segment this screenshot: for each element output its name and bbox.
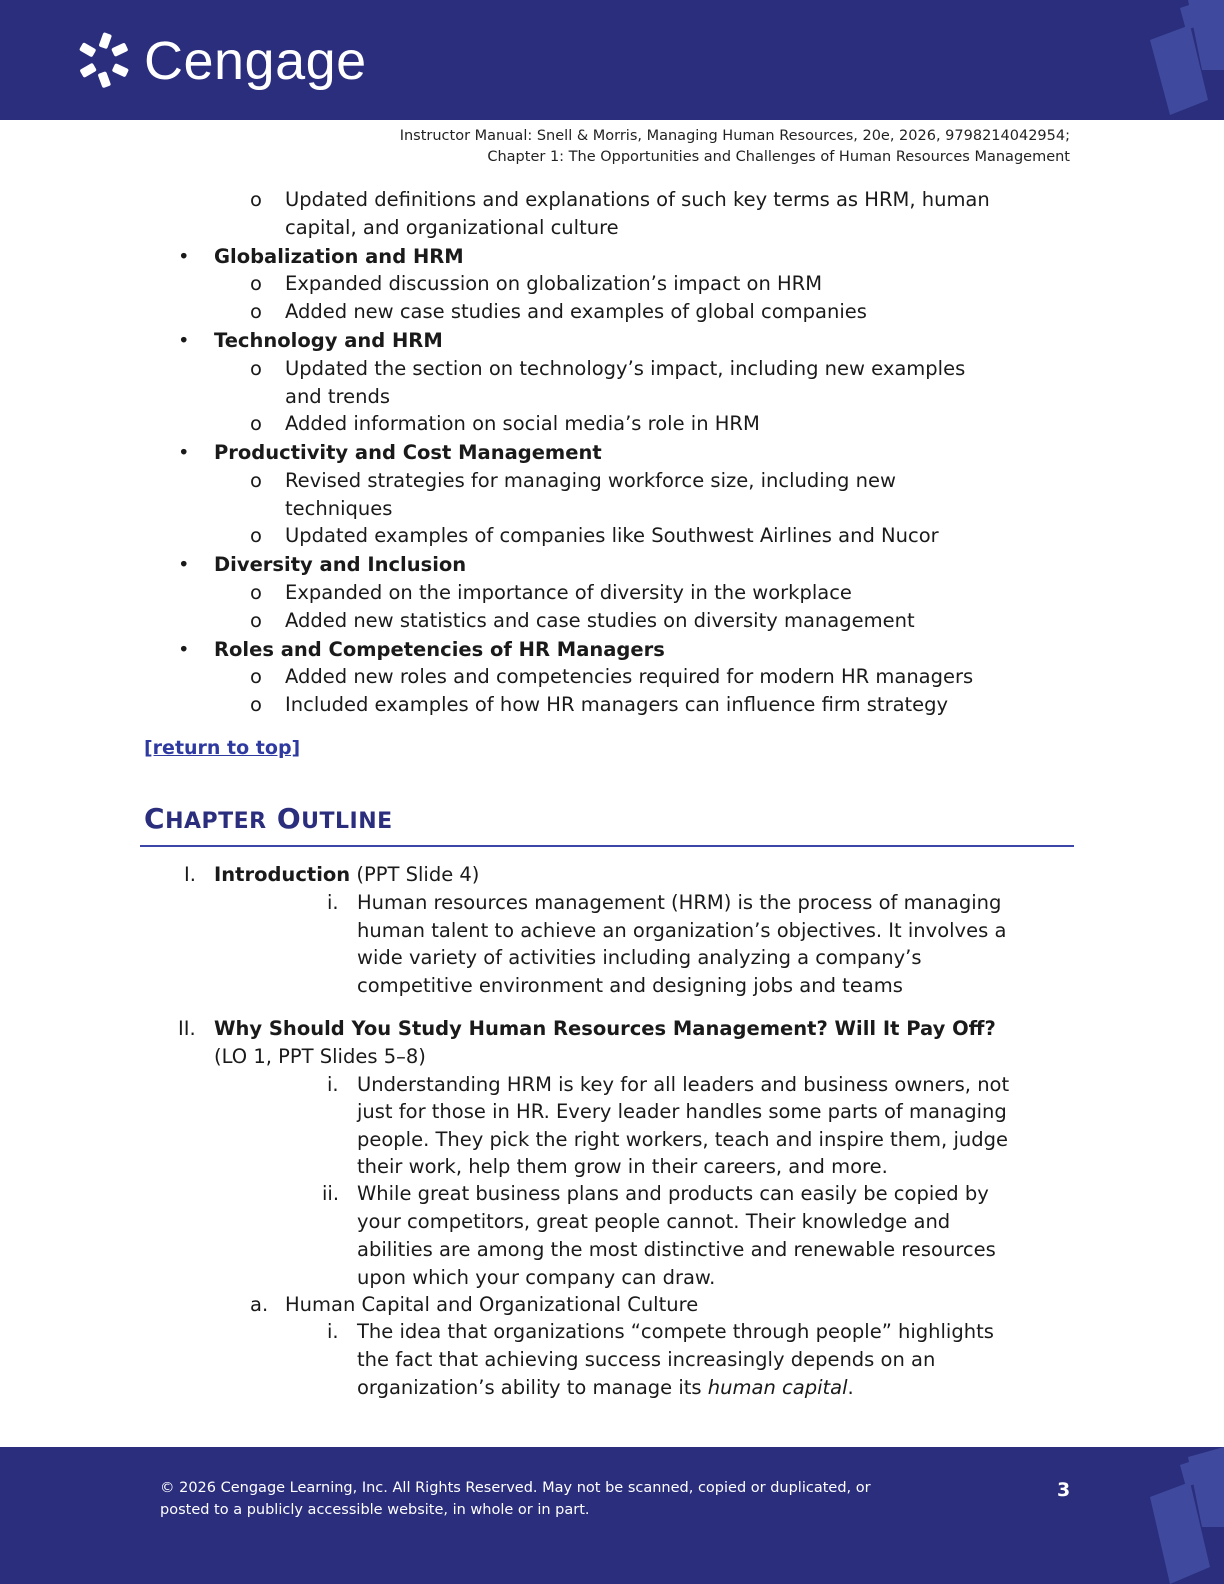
list-item-text: Updated definitions and explanations of such key terms as HRM, human <box>285 188 990 211</box>
section-subtitle: (LO 1, PPT Slides 5–8) <box>214 1045 426 1068</box>
paragraph-line: competitive environment and designing jobs and teams <box>357 974 903 997</box>
item-number: i. <box>327 1073 339 1096</box>
bullet-marker: • <box>178 329 190 352</box>
cengage-mark-icon <box>74 30 136 92</box>
copyright-notice: © 2026 Cengage Learning, Inc. All Rights Reserved. May not be scanned, copied or duplicated, or posted to a publicly accessible website, in whole or in part. <box>160 1480 871 1518</box>
item-number: i. <box>327 891 339 914</box>
sub-bullet-marker: o <box>250 469 262 492</box>
page-footer-band <box>0 1447 1224 1584</box>
running-header-line-1: Instructor Manual: Snell & Morris, Managing Human Resources, 20e, 2026, 9798214042954; <box>399 128 1070 144</box>
section-number: I. <box>184 863 196 886</box>
list-item-text: Updated examples of companies like Southwest Airlines and Nucor <box>285 524 939 547</box>
paragraph-line: people. They pick the right workers, teach and inspire them, judge <box>357 1128 1008 1151</box>
list-item-text: Updated the section on technology’s impact, including new examples <box>285 357 966 380</box>
paragraph-line: Understanding HRM is key for all leaders and business owners, not <box>357 1073 1010 1096</box>
bullet-marker: • <box>178 441 190 464</box>
decorative-shapes-icon <box>1140 0 1224 120</box>
sub-bullet-marker: o <box>250 300 262 323</box>
list-item-text: Revised strategies for managing workforce size, including new <box>285 469 896 492</box>
list-item-text: and trends <box>285 385 391 408</box>
list-item-text: Added new case studies and examples of global companies <box>285 300 867 323</box>
list-item-heading: Productivity and Cost Management <box>214 441 602 464</box>
paragraph-line: The idea that organizations “compete through people” highlights <box>357 1320 994 1343</box>
paragraph-line: just for those in HR. Every leader handles some parts of managing <box>357 1100 1007 1123</box>
list-item-text: Expanded discussion on globalization’s impact on HRM <box>285 272 823 295</box>
paragraph-line: the fact that achieving success increasingly depends on an <box>357 1348 936 1371</box>
list-item-text: Included examples of how HR managers can influence firm strategy <box>285 693 949 716</box>
decorative-shapes-icon <box>1140 1447 1224 1584</box>
return-to-top-link[interactable]: [return to top] <box>144 737 301 759</box>
paragraph-line: abilities are among the most distinctive and renewable resources <box>357 1238 996 1261</box>
subsection-letter: a. <box>250 1293 269 1316</box>
sub-bullet-marker: o <box>250 357 262 380</box>
section-title: Introduction (PPT Slide 4) <box>214 863 480 886</box>
paragraph-line: human talent to achieve an organization’s objectives. It involves a <box>357 919 1007 942</box>
list-item-heading: Technology and HRM <box>214 329 443 352</box>
paragraph-line: wide variety of activities including analyzing a company’s <box>357 946 922 969</box>
list-item-text: Added new roles and competencies required for modern HR managers <box>285 665 974 688</box>
bullet-marker: • <box>178 638 190 661</box>
chapter-outline-heading: CHAPTER OUTLINE <box>144 802 393 835</box>
list-item-heading: Roles and Competencies of HR Managers <box>214 638 665 661</box>
sub-bullet-marker: o <box>250 524 262 547</box>
item-number: i. <box>327 1320 339 1343</box>
cengage-logo <box>74 30 367 92</box>
list-item-text: Added information on social media’s role in HRM <box>285 412 760 435</box>
list-item-heading: Diversity and Inclusion <box>214 553 467 576</box>
running-header-line-2: Chapter 1: The Opportunities and Challenges of Human Resources Management <box>487 149 1070 165</box>
section-title: Why Should You Study Human Resources Management? Will It Pay Off? <box>214 1017 996 1040</box>
list-item-text: capital, and organizational culture <box>285 216 619 239</box>
subsection-title: Human Capital and Organizational Culture <box>285 1293 699 1316</box>
page-number: 3 <box>1057 1479 1071 1501</box>
list-item-text: techniques <box>285 497 393 520</box>
sub-bullet-marker: o <box>250 665 262 688</box>
paragraph-line: your competitors, great people cannot. Their knowledge and <box>357 1210 951 1233</box>
brand-name: Cengage <box>144 31 367 91</box>
heading-divider <box>140 845 1074 847</box>
sub-bullet-marker: o <box>250 609 262 632</box>
paragraph-line: their work, help them grow in their careers, and more. <box>357 1155 888 1178</box>
paragraph-line: While great business plans and products can easily be copied by <box>357 1182 989 1205</box>
bullet-marker: • <box>178 553 190 576</box>
list-item-text: Added new statistics and case studies on diversity management <box>285 609 915 632</box>
section-number: II. <box>178 1017 196 1040</box>
bullet-marker: • <box>178 245 190 268</box>
list-item-heading: Globalization and HRM <box>214 245 464 268</box>
page-header-band <box>0 0 1224 120</box>
sub-bullet-marker: o <box>250 581 262 604</box>
list-item-text: Expanded on the importance of diversity in the workplace <box>285 581 852 604</box>
paragraph-line: Human resources management (HRM) is the process of managing <box>357 891 1002 914</box>
paragraph-line: upon which your company can draw. <box>357 1266 716 1289</box>
item-number: ii. <box>322 1182 340 1205</box>
sub-bullet-marker: o <box>250 412 262 435</box>
sub-bullet-marker: o <box>250 272 262 295</box>
running-header <box>400 126 1070 168</box>
sub-bullet-marker: o <box>250 693 262 716</box>
sub-bullet-marker: o <box>250 188 262 211</box>
paragraph-line: organization’s ability to manage its human capital. <box>357 1376 854 1399</box>
